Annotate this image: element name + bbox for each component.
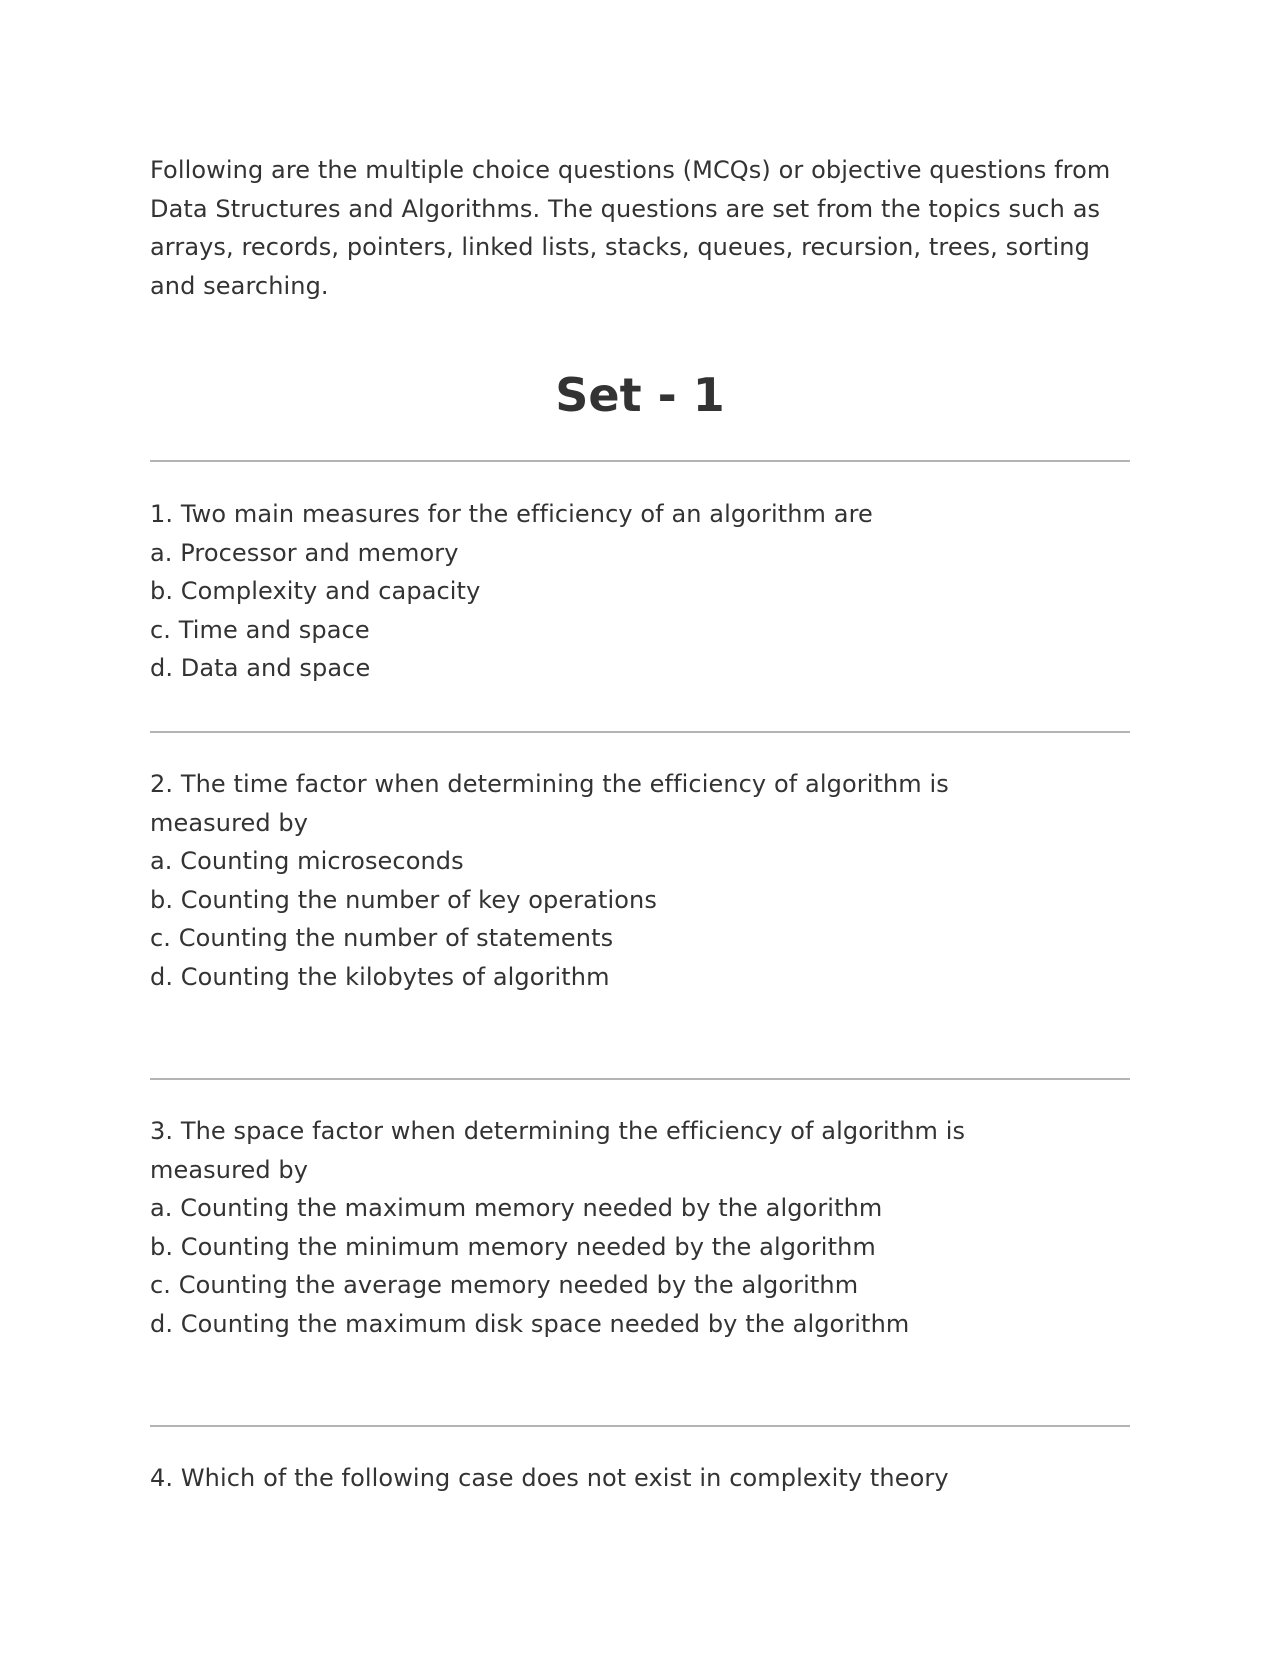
option-c: c. Time and space (150, 615, 370, 644)
option-c: c. Counting the number of statements (150, 924, 614, 952)
option-b: b. Counting the number of key operations (150, 885, 657, 914)
question-text: 3. The space factor when determining the efficiency of algorithm is measured by (150, 1117, 966, 1184)
option-b: b. Counting the minimum memory needed by the algorithm (150, 1232, 876, 1261)
question-2 (150, 765, 1130, 996)
option-b: b. Complexity and capacity (150, 577, 481, 605)
intro-paragraph: Following are the multiple choice questions (MCQs) or objective questions from Data Structures and Algorithms. The questions are set from the topics such as arrays, records, pointers, linked lists, stacks, queues, recursion, trees, sorting and searching. (150, 156, 1111, 300)
document-page (150, 151, 1130, 1492)
divider (150, 1078, 1130, 1080)
question-3 (150, 1112, 1130, 1343)
option-d: d. Counting the kilobytes of algorithm (150, 962, 610, 991)
question-text: 1. Two main measures for the efficiency of an algorithm are (150, 500, 873, 528)
question-text: 2. The time factor when determining the efficiency of algorithm is measured by (150, 770, 949, 837)
question-4 (150, 1459, 1130, 1498)
option-a: a. Counting microseconds (150, 847, 464, 875)
option-a: a. Counting the maximum memory needed by the algorithm (150, 1194, 883, 1222)
question-1 (150, 495, 1130, 688)
option-d: d. Counting the maximum disk space needed by the algorithm (150, 1309, 910, 1338)
question-text: 4. Which of the following case does not exist in complexity theory (150, 1464, 949, 1492)
option-d: d. Data and space (150, 654, 371, 682)
option-c: c. Counting the average memory needed by the algorithm (150, 1271, 859, 1299)
option-a: a. Processor and memory (150, 538, 459, 567)
divider (150, 1425, 1130, 1427)
set-title: Set - 1 (555, 368, 725, 422)
divider (150, 460, 1130, 462)
divider (150, 731, 1130, 733)
